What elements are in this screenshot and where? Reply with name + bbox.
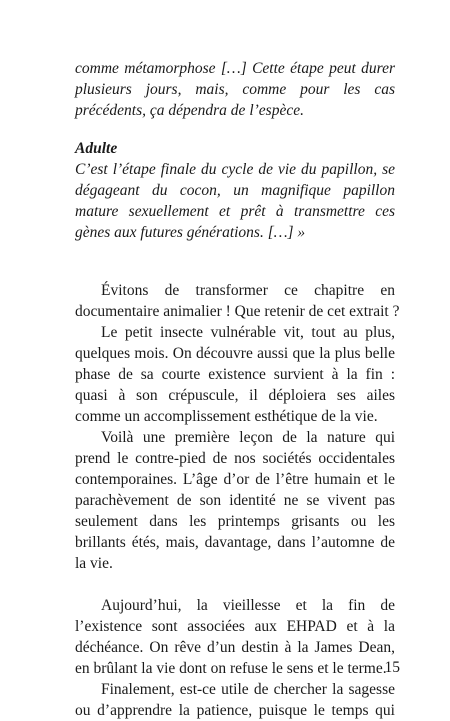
text-line: dégageant du cocon, un magnifique papillon: [75, 182, 395, 199]
text-line: Finalement, est-ce utile de chercher la sagesse: [101, 681, 395, 698]
text-line: brillants étés, mais, davantage, dans l’automne de: [75, 534, 395, 551]
text-line: Voilà une première leçon de la nature qui: [101, 429, 395, 446]
text-line: prend le contre-pied de nos sociétés occidentales: [75, 450, 395, 467]
page-body: [75, 58, 400, 721]
text-line: la vie.: [75, 555, 113, 572]
text-line: documentaire animalier ! Que retenir de cet extrait ?: [75, 303, 400, 320]
text-line: ou d’apprendre la patience, puisque le temps qui: [75, 702, 395, 719]
text-line: l’existence sont associées aux EHPAD et à la: [75, 618, 395, 635]
section-heading: Adulte: [75, 140, 118, 157]
text-line: Le petit insecte vulnérable vit, tout au plus,: [101, 324, 395, 341]
quote-intro: [75, 58, 395, 121]
paragraph: [75, 322, 395, 427]
text-line: contemporaines. L’âge d’or de l’être humain et le: [75, 471, 395, 488]
page-number: 15: [384, 659, 400, 676]
text-line: plusieurs jours, mais, comme pour les cas: [75, 81, 395, 98]
paragraph: [75, 679, 395, 721]
text-line: précédents, ça dépendra de l’espèce.: [75, 102, 304, 119]
text-line: quelques mois. On découvre aussi que la plus belle: [75, 345, 395, 362]
text-line: Évitons de transformer ce chapitre en: [101, 282, 395, 299]
text-line: comme un accomplissement esthétique de la vie.: [75, 408, 378, 425]
text-line: comme métamorphose […] Cette étape peut durer: [75, 60, 395, 77]
paragraph: [75, 427, 395, 574]
text-line: déchéance. On rêve d’un destin à la James Dean,: [75, 639, 395, 656]
text-line: quasi à son crépuscule, il déploiera ses ailes: [75, 387, 395, 404]
text-line: parachèvement de son identité ne se vivent pas: [75, 492, 395, 509]
text-line: C’est l’étape finale du cycle de vie du papillon, se: [75, 161, 395, 178]
paragraph: [75, 595, 395, 679]
quote-adult: [75, 159, 395, 243]
text-line: mature sexuellement et prêt à transmettre ces: [75, 203, 395, 220]
paragraph: [75, 280, 400, 322]
text-line: phase de sa courte existence survient à la fin :: [75, 366, 395, 383]
text-line: Aujourd’hui, la vieillesse et la fin de: [101, 597, 395, 614]
text-line: seulement dans les printemps grisants ou les: [75, 513, 395, 530]
text-line: gènes aux futures générations. […] »: [75, 224, 306, 241]
text-line: en brûlant la vie dont on refuse le sens et le terme.: [75, 660, 387, 677]
